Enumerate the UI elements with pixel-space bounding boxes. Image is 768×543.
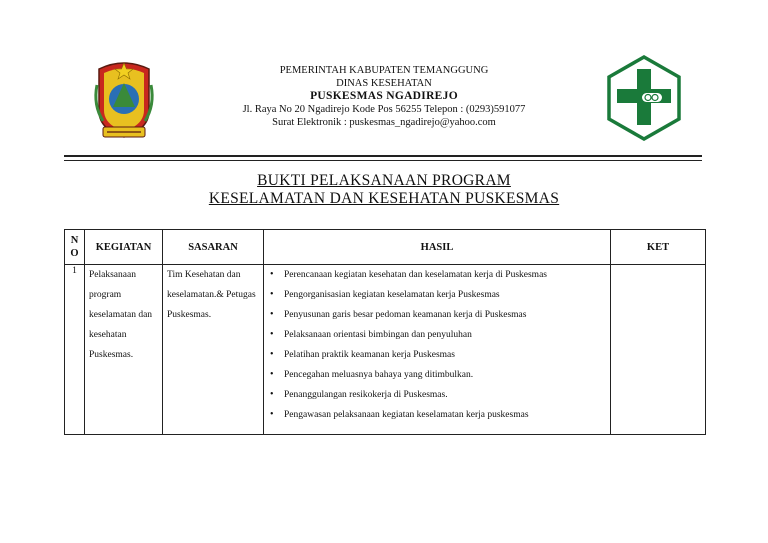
hasil-list <box>268 265 606 425</box>
cell-kegiatan: Pelaksanaan program keselamatan dan kesehatan Puskesmas. <box>85 265 163 435</box>
header-hasil: HASIL <box>264 230 611 265</box>
header-divider-thin <box>64 160 702 161</box>
program-table <box>64 229 706 435</box>
organization-name: PUSKESMAS NGADIREJO <box>310 90 458 102</box>
header-divider-thick <box>64 155 702 157</box>
temanggung-emblem-logo <box>91 55 157 143</box>
cell-ket <box>611 265 706 435</box>
list-item: • Perencanaan kegiatan kesehatan dan keselamatan kerja di Puskesmas <box>284 265 606 285</box>
cell-sasaran: Tim Kesehatan dan keselamatan.& Petugas Puskesmas. <box>163 265 264 435</box>
address-line: Jl. Raya No 20 Ngadirejo Kode Pos 56255 Telepon : (0293)591077 <box>242 104 526 115</box>
list-item: • Pelatihan praktik keamanan kerja Puskesmas <box>284 345 606 365</box>
letterhead <box>190 64 578 129</box>
document-title-line2: KESELAMATAN DAN KESEHATAN PUSKESMAS <box>208 190 560 207</box>
cell-hasil <box>264 265 611 435</box>
table-row <box>65 265 706 435</box>
government-line: PEMERINTAH KABUPATEN TEMANGGUNG <box>279 65 489 76</box>
email-line: Surat Elektronik : puskesmas_ngadirejo@yahoo.com <box>272 117 496 128</box>
list-item: • Pencegahan meluasnya bahaya yang ditimbulkan. <box>284 365 606 385</box>
document-title-line1: BUKTI PELAKSANAAN PROGRAM <box>257 172 511 189</box>
header-no: N O <box>65 230 85 265</box>
header-kegiatan: KEGIATAN <box>85 230 163 265</box>
list-item: • Pengorganisasian kegiatan keselamatan kerja Puskesmas <box>284 285 606 305</box>
table-header-row <box>65 230 706 265</box>
department-line: DINAS KESEHATAN <box>336 78 432 89</box>
list-item: • Penyusunan garis besar pedoman keamanan kerja di Puskesmas <box>284 305 606 325</box>
cell-no: 1 <box>65 265 85 435</box>
list-item: • Penanggulangan resikokerja di Puskesmas. <box>284 385 606 405</box>
puskesmas-logo <box>607 55 681 141</box>
list-item: • Pelaksanaan orientasi bimbingan dan penyuluhan <box>284 325 606 345</box>
list-item: • Pengawasan pelaksanaan kegiatan keselamatan kerja puskesmas <box>284 405 606 425</box>
header-ket: KET <box>611 230 706 265</box>
header-sasaran: SASARAN <box>163 230 264 265</box>
